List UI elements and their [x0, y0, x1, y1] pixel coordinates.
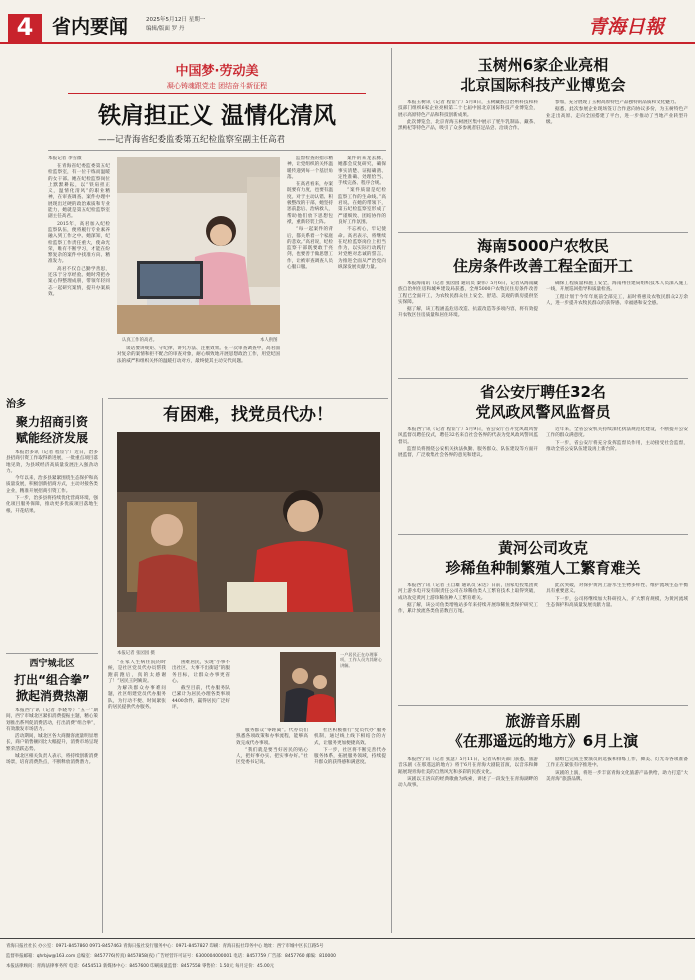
right4-head-1: 黄河公司攻克: [497, 539, 588, 557]
mid-col2-p2: 截至目前，代办服务队已累计为居民办理各类事项4400余件，赢得居民广泛好评。: [172, 686, 230, 711]
right1-head-1: 玉树州6家企业亮相: [477, 56, 609, 74]
right2-col-1: [398, 281, 538, 376]
left-vertical-divider: [102, 398, 103, 933]
mid-col4-p2: 下一步，社区将不断完善代办服务体系，拓展服务领域，持续提升群众的获得感和满意度。: [314, 747, 386, 766]
editor-name: 罗 丹: [171, 26, 185, 32]
right-divider-4: [398, 705, 688, 706]
right1-col-1: [398, 100, 538, 230]
mid-col4-p1: 社区积极推行“党员代办”服务机制，通过线上线下相结合的方式，让服务更加便捷高效。: [314, 728, 386, 746]
right1-col2-p1: 参加，充分展现了玉树高原特色产品独特的品质和文化魅力。: [555, 100, 680, 105]
woman-at-desk-photo: [117, 157, 280, 334]
right5-col-1: [398, 757, 538, 932]
right4-col-1: [398, 583, 538, 703]
top-byline: 本报记者 李雪薇: [48, 156, 82, 161]
main-vertical-divider: [391, 48, 392, 933]
mid-col-2: [172, 660, 230, 932]
right3-col2-p1: 近年来，全省公安机关持续深化执法规范化建设，不断提升公安工作的群众满意度。: [546, 427, 688, 439]
brief1-kicker: 治多: [6, 399, 26, 410]
top-headline: 铁肩担正义 温情化清风: [97, 103, 336, 129]
section-title: 省内要闻: [52, 16, 129, 38]
mid-col-4: [314, 728, 386, 932]
right4-col2-p2: 下一步，公司将继续加大科研投入，扩大繁育规模，为黄河流域生态保护和高质量发展贡献力量。: [546, 596, 688, 608]
brief2-head-2: 打出“组合拳”: [14, 673, 90, 687]
brief2-p1: 本报西宁讯（记者 李晓琴）“五一”期间，西宁市城北区紧扣消费提振主题，精心策划推出系列促消费活动，打出消费“组合拳”，有效激发市场活力。: [6, 708, 98, 732]
mid-col-1: [108, 660, 166, 932]
right5-head-1: 旅游音乐剧: [505, 712, 581, 730]
top-subhead: ——记青海省纪委监委第五纪检监察室副主任高君: [98, 135, 286, 145]
mid-col1-p1: “在家人生病住院的时候，是社区党员代办员帮我跑前跑后，真的太感谢了！”居民王阿姨说。: [108, 660, 166, 684]
brief2-head-3: 掀起消费热潮: [15, 689, 88, 703]
right3-head-1: 省公安厅聘任32名: [480, 383, 606, 401]
brief1-head-3: 赋能经济发展: [15, 431, 88, 445]
right1-col1-p2: 此次博览会，北京青海玉树展区集中展示了牦牛乳制品、藏茶、黑枸杞等特色产品，吸引了众多参观者驻足品尝、洽谈合作。: [398, 119, 538, 132]
resident-service-inset-photo: [280, 652, 336, 722]
right5-head-2: 《在那遥远的地方》6月上演: [447, 732, 639, 750]
mid-headline: 有困难，找党员代办！: [163, 405, 333, 425]
right5-col1-p2: 该剧以王洛宾的经典歌曲为线索，讲述了一段发生在青海湖畔的动人故事。: [398, 776, 538, 789]
right3-col2-p2: 下一步，省公安厅将充分发挥监督员作用，主动接受社会监督，推动全省公安队伍建设再上新台阶。: [546, 440, 688, 452]
top-col3-p2: 在高君看来，办案既要有力度，也要有温度。对于主动认错、积极整改的干部，她坚持惩前毖后、治病救人，帮助他们放下思想包袱，重新轻装上阵。: [287, 182, 333, 225]
brief1-head-2: 聚力招商引资: [15, 415, 88, 429]
right5-col2-p2: 该剧的上演，将进一步丰富青海文化旅游产品供给，助力打造“大美青海”旅游品牌。: [546, 770, 688, 782]
right2-col-2: [546, 281, 688, 376]
left-brief-1: [6, 398, 98, 648]
right3-col-1: [398, 427, 538, 532]
brief2-p2: 活动期间，城北区各大商圈客流量明显增长，商户销售额同比大幅提升，消费市场呈现繁荣活跃态势。: [6, 734, 98, 752]
right1-col2-p2: 据悉，此次参展企业现场签订合作意向协议多份，为玉树特色产业走出高原、走向全国搭建了平台，进一步推动了当地产业转型升级。: [546, 107, 688, 125]
logo: 青海日報: [588, 16, 665, 38]
top-col3-p3: “每一起案件的背后，都关系着一个家庭的悲欢。”高君说，纪检监察干部既要敢于亮剑，也要善于做思想工作，让被审查调查人员心服口服。: [287, 227, 333, 271]
right2-col1-p2: 据了解，该工程涵盖危房改造、抗震改造等多项内容，将有效提升农牧区住房质量和居住环境。: [398, 307, 538, 319]
top-col2-p1: 谈话要讲规矩、守纪律，讲究方法、注重效果。在一次审查调查中，高君面对复杂的案情和拒不配合的审查对象，耐心细致地开展思想政治工作，用党纪国法的威严和组织关怀的温暖打动对方，最终使其主动交代问题。: [117, 346, 280, 364]
right4-col1-p2: 据了解，该公司鱼类增殖站多年来持续开展珍稀鱼类保护研究工作，累计放流各类鱼苗数百万尾。: [398, 602, 538, 615]
brief1-p1: 本报治多讯（记者 程宦宁）近日，治多县招商引资工作取得新进展，一批重点项目落地见效，为县域经济高质量发展注入强劲动力。: [6, 450, 98, 474]
mid-photo-caption: 本报记者 张园园 摄: [117, 651, 155, 656]
right5-col2-p1: 剧组已完成主要演员的选拔和排练工作，舞美、灯光等各项准备工作正在紧张有序推进中。: [546, 757, 688, 769]
header-editor: [146, 25, 184, 33]
right3-col1-p1: 本报西宁讯（记者 程宦宁）5月9日，省公安厅召开党风政风警风监督员聘任仪式，聘任32名来自社会各界的代表为党风政风警风监督员。: [398, 427, 538, 445]
top-col4-p3: 不忘初心，牢记使命。高君表示，将继续在纪检监察岗位上担当作为，以实际行动践行对党绝对忠诚的誓言，为推进全面从严治党向纵深发展贡献力量。: [338, 227, 386, 271]
brief2-head-1: 西宁城北区: [29, 659, 75, 669]
date: 2025年5月12日: [146, 17, 187, 23]
brief1-p3: 下一步，治多县将持续优化营商环境，强化项目服务保障，推动更多优质项目落地生根、开花结果。: [6, 496, 98, 514]
masthead-rule: [0, 42, 695, 44]
editor-label: 编辑/版面: [146, 26, 170, 32]
mid-inset-caption: 一户居民正在办理事项，工作人员为其耐心讲解。: [340, 652, 382, 668]
right-divider-1: [398, 232, 688, 233]
top-col-4: [338, 156, 386, 392]
top-feature-divider: [48, 150, 386, 151]
right5-col-2: [546, 757, 688, 932]
right2-head-2: 住房条件改善工程全面开工: [452, 257, 633, 275]
mid-col3-p2: “我们就是要当好居民的贴心人，把好事办实、把实事办好。”社区党委书记说。: [236, 747, 308, 766]
top-col-3: [287, 156, 333, 392]
footer: [6, 942, 689, 976]
right3-col1-p2: 监督员将围绕公安机关执法执勤、服务群众、队伍建设等方面开展监督，广泛收集社会各界的意见和建议。: [398, 446, 538, 459]
top-col1-p3: 高君不仅自己勤学善思，还乐于分享经验。她时常把办案心得整理成册，带领年轻同志一起研究案情，提升办案质效。: [48, 266, 110, 297]
mid-col-3: [236, 728, 308, 932]
footer-row-1: 青海日报社社长 办公室：0971-8457860 0971-8457463 青海日报社发行服务中心：0971-8457827 印刷：青海日报社印务中心 地址：西宁市城中区长江路5号: [6, 944, 324, 949]
mid-feature-top-rule: [108, 398, 388, 399]
right2-col2-p1: 确保工程质量和施工安全，海南州住建局组织技术人员深入施工一线，开展巡回指导和质量检查。: [546, 281, 688, 293]
mid-inset-photo: [280, 652, 336, 722]
right3-col-2: [546, 427, 688, 532]
left-brief-divider: [6, 653, 98, 654]
mid-col1-p2: 为解决群众办事难问题，社区组建党员代办服务队，为行动不便、时间紧张的居民提供代办服务。: [108, 686, 166, 711]
right3-head-2: 党风政风警风监督员: [475, 403, 611, 421]
top-photo: [117, 157, 280, 334]
brief2-p3: 城北区相关负责人表示，将持续创新消费场景，培育消费热点，不断释放消费潜力。: [6, 754, 98, 766]
right4-col2-p1: 此次突破，对保护黄河上游水生生物多样性、维护流域生态平衡具有重要意义。: [546, 583, 688, 595]
right4-head-2: 珍稀鱼种制繁殖人工繁育难关: [445, 559, 641, 577]
brief2-body: [6, 708, 98, 933]
page-number: 4: [16, 13, 34, 41]
footer-row-2: 监督举报邮箱：qhrbjw@163.com 总编室：8457776(传真) 8457858(夜) 广告经营许可证号：6300004000001 电话：8457759 广告部：8457760 邮编：810000: [6, 954, 336, 959]
top-col3-p1: 监督检查的指示精神，让党组织的关怀温暖传递到每一个基层角落。: [287, 156, 333, 180]
right1-col1-p1: 本报玉树讯（记者 程宦宁）5月8日，玉树藏族自治州科技和科技部门组织6家企业亮相第二十七届中国北京国际科技产业博览会，展示高原特色产品和科技创新成果。: [398, 100, 538, 118]
top-col4-p2: “案件质量是纪检监察工作的生命线。”高君说。在她的带领下，第五纪检监察室形成了严谨细致、团结协作的良好工作氛围。: [338, 188, 386, 225]
mid-col2-p1: 困难居民，实现“小事不出社区、大事不出街道”的服务目标，让群众办事更省心。: [172, 660, 230, 684]
party-member-service-photo: [117, 432, 380, 647]
right4-col1-p1: 本报西宁讯（记者 王自雄 通讯员 宋达）日前，国家电投集团黄河上游水电开发有限责任公司在珍稀鱼类人工繁育技术上取得突破，成功攻克黄河上游珍稀鱼种人工繁育难关。: [398, 583, 538, 601]
right2-col2-p2: 工程计划于今年年底前全部完工，届时将惠及农牧民群众2万余人，进一步提升农牧民群众的获得感、幸福感和安全感。: [546, 294, 688, 306]
footer-row-3: 本报法律顾问：青海法律事务所 电话：6454513 新媒体中心：8457600 印刷质量监督：8457558 零售价：1.50元 每月定价：45.00元: [6, 964, 275, 969]
kicker: 中国梦·劳动美: [175, 64, 259, 79]
top-col1-p2: 2015年，高君加入纪检监察队伍，便将履行专业素养融入到工作之中。她深知，纪检监察工作责任重大，使命光荣，唯有不断学习，才能在纷繁复杂的案件中找准方向、精准发力。: [48, 221, 110, 265]
top-col4-p1: 案件的来龙去脉，她都会反复研究，确保事实清楚、证据确凿、定性准确、处理恰当、手续完备、程序合规。: [338, 156, 386, 187]
top-photo-credit: 本人供图: [260, 338, 278, 343]
right4-col-2: [546, 583, 688, 703]
header-date: [146, 16, 205, 24]
brief1-body: [6, 450, 98, 648]
top-col-2: [117, 346, 280, 392]
left-brief-2: [6, 658, 98, 933]
right-divider-2: [398, 378, 688, 379]
right1-head-2: 北京国际科技产业博览会: [460, 76, 626, 94]
kicker-rule: [68, 93, 366, 94]
masthead: [0, 0, 695, 44]
right2-col1-p1: 本报海南讯（记者 张园园 通讯员 秦伟）5月6日，记者从海南藏族自治州住房和城乡建设局获悉，全州5000户农牧民住房条件改善工程已全面开工，为农牧民群众住上安全、舒适、美观的新房提供坚实保障。: [398, 281, 538, 305]
right5-col1-p1: 本报西宁讯（记者 张慧）5月11日，记者从相关部门获悉，旅游音乐剧《在那遥远的地方》将于6月在青海大剧院首演，以音乐和舞蹈展现青海壮美的自然风光和多彩的民族文化。: [398, 757, 538, 775]
kicker-sub: 凝心铸魂跟党走 团结奋斗新征程: [166, 82, 268, 90]
footer-rule: [0, 938, 695, 939]
right1-col-2: [546, 100, 688, 230]
right-divider-3: [398, 534, 688, 535]
top-col1-p1: 在青海省纪委监委第五纪检监察室，有一位干练而温暖的女干部。她在纪检监察岗位上默默耕耘，以“铁肩担正义，温情化清风”的职业精神，在审查调查、案件办理中展现出过硬的政治素质和专业能力，她就是第五纪检监察室副主任高君。: [48, 164, 110, 220]
weekday: 星期一: [188, 17, 206, 23]
mid-col3-p1: 服务群众“零距离”。代办员们熟悉各项政策和办事流程，能够高效完成代办事项。: [236, 728, 308, 746]
brief1-p2: 今年以来，治多县紧紧围绕生态保护和高质量发展，积极创新招商方式，主动对接各类企业，精准开展招商引资工作。: [6, 476, 98, 494]
top-col-1: [48, 156, 110, 392]
top-photo-caption: 认真工作的高君。: [122, 338, 158, 343]
right2-head-1: 海南5000户农牧民: [477, 237, 609, 255]
mid-photo: [117, 432, 380, 647]
